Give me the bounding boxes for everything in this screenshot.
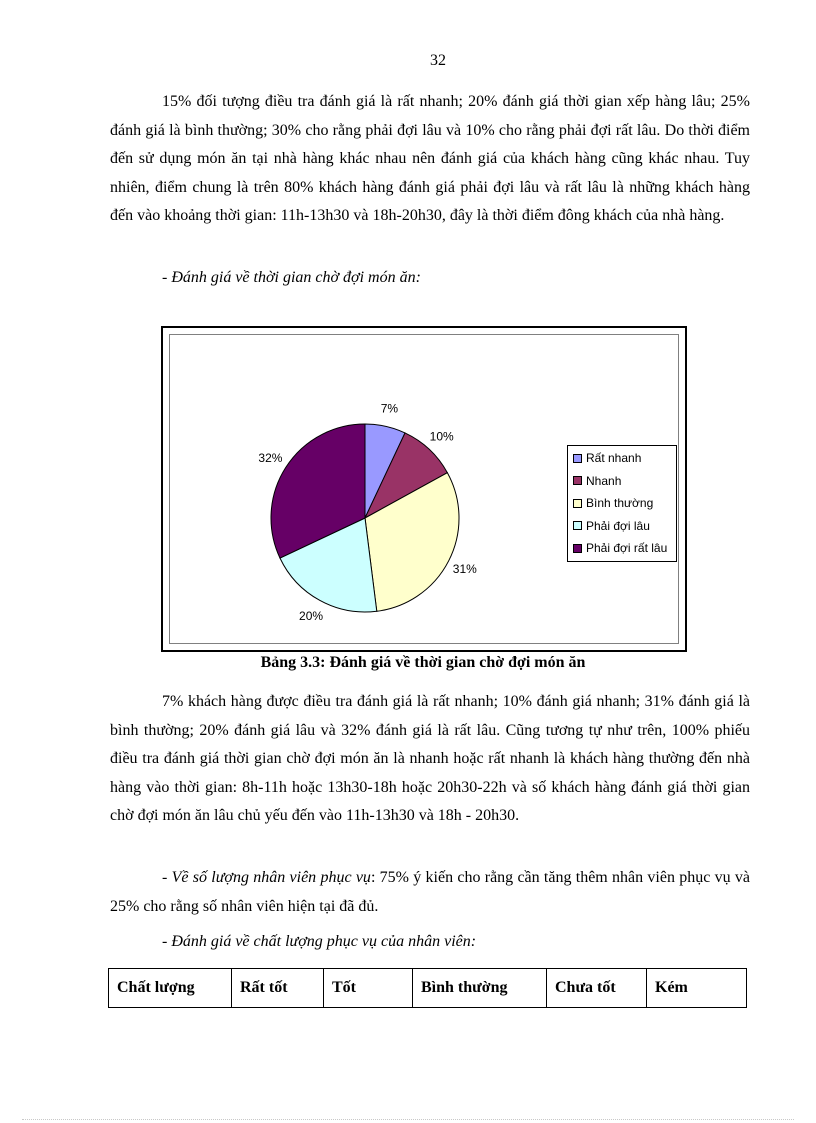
table-header-cell: Chất lượng [109,969,232,1008]
pie-chart-plot-area [169,334,679,644]
legend-label: Nhanh [586,473,622,488]
legend-swatch [573,544,582,553]
table-header-cell: Bình thường [413,969,547,1008]
legend-label: Rất nhanh [586,451,642,466]
legend-swatch [573,454,582,463]
legend-label: Bình thường [586,496,654,511]
pie-data-label: 31% [452,561,477,576]
legend-label: Phải đợi lâu [586,518,650,533]
legend-item [568,515,676,538]
legend-item [568,537,676,560]
staff-count-lead: - Về số lượng nhân viên phục vụ [162,869,371,886]
chart-legend [567,445,677,562]
table-header-cell: Kém [647,969,747,1008]
paragraph-wait-analysis [110,688,750,831]
quality-table [108,968,747,1008]
staff-count-text: : 75% ý kiến cho rằng cần tăng thêm nhân viên phục vụ và 25% cho rằng số nhân viên hiện tại đã đủ. [110,869,750,915]
legend-item [568,470,676,493]
pie-chart-frame [161,326,687,652]
heading-service-quality: - Đánh giá về chất lượng phục vụ của nhân viên: [162,933,477,950]
paragraph-service-speed-text: 15% đối tượng điều tra đánh giá là rất nhanh; 20% đánh giá thời gian xếp hàng lâu; 25% đánh giá là bình thường; 30% cho rằng phải đợi lâu và 10% cho rằng phải đợi rất lâu. Do thời điểm đến sử dụng món ăn tại nhà hàng khác nhau nên đánh giá của khách hàng cũng khác nhau. Tuy nhiên, điểm chung là trên 80% khách hàng đánh giá phải đợi lâu và rất lâu là những khách hàng đến vào khoảng thời gian: 11h-13h30 và 18h-20h30, đây là thời điểm đông khách của nhà hàng. [110,93,750,224]
paragraph-wait-analysis-text: 7% khách hàng được điều tra đánh giá là rất nhanh; 10% đánh giá nhanh; 31% đánh giá là bình thường; 20% đánh giá lâu và 32% đánh giá là rất lâu. Cũng tương tự như trên, 100% phiếu điều tra đánh giá thời gian chờ đợi món ăn là nhanh hoặc rất nhanh là khách hàng thường đến nhà hàng vào thời gian: 8h-11h hoặc 13h30-18h hoặc 20h30-22h và số khách hàng đánh giá thời gian chờ đợi món ăn lâu chủ yếu đến vào 11h-13h30 và 18h - 20h30. [110,693,750,824]
legend-item [568,492,676,515]
paragraph-service-speed [110,88,750,231]
legend-item [568,447,676,470]
table-header-cell: Tốt [324,969,413,1008]
pie-data-label: 32% [258,450,283,465]
quality-table-header-row [109,969,747,1008]
heading-wait-time: - Đánh giá về thời gian chờ đợi món ăn: [162,269,421,286]
legend-swatch [573,499,582,508]
legend-label: Phải đợi rất lâu [586,541,668,556]
paragraph-staff-count [110,864,750,921]
page-number: 32 [430,52,446,69]
pie-data-label: 10% [429,429,454,444]
page-bottom-rule [22,1119,794,1120]
chart-caption: Bảng 3.3: Đánh giá về thời gian chờ đợi món ăn [260,654,586,671]
pie-data-label: 7% [380,401,399,416]
legend-swatch [573,476,582,485]
table-header-cell: Chưa tốt [547,969,647,1008]
table-header-cell: Rất tốt [232,969,324,1008]
legend-swatch [573,521,582,530]
pie-data-label: 20% [299,609,324,624]
